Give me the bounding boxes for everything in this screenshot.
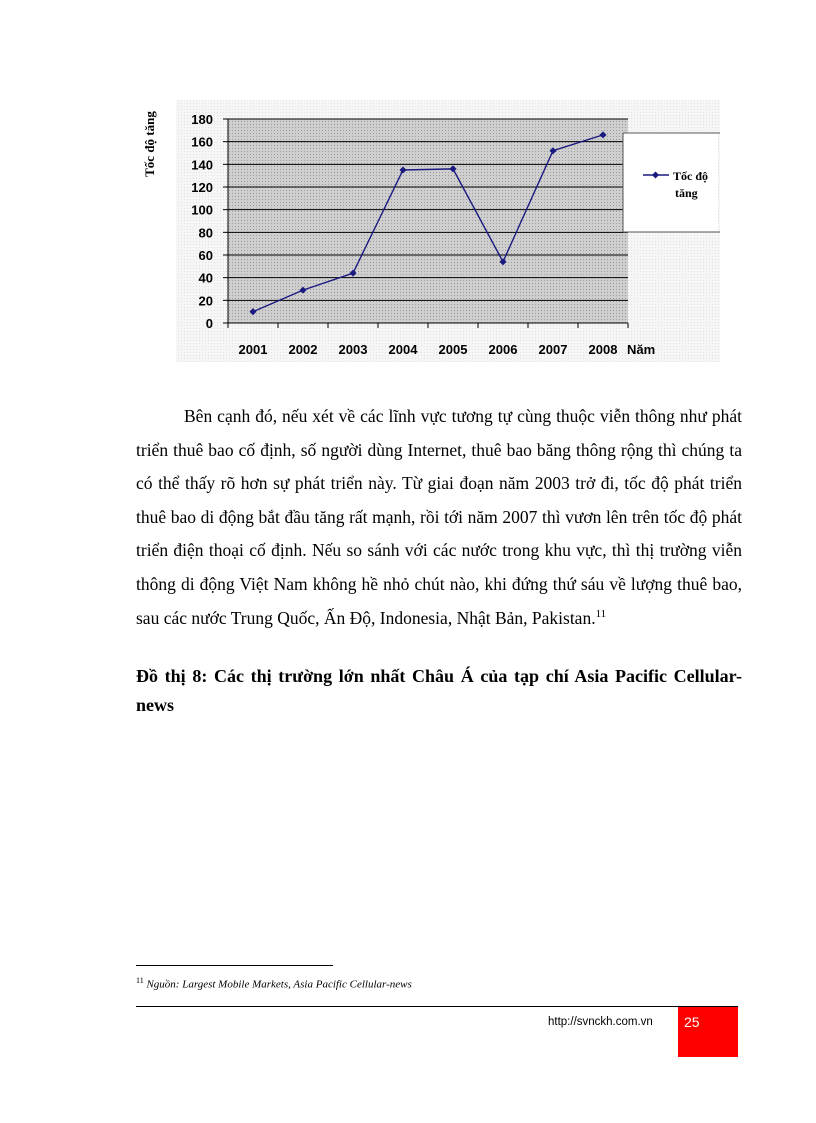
y-tick-label: 140	[191, 157, 213, 173]
x-tick-label: 2004	[388, 342, 418, 357]
footnote-text: Nguồn: Largest Mobile Markets, Asia Pacific Cellular-news	[143, 978, 412, 991]
y-tick-label: 40	[198, 270, 213, 286]
footnote	[136, 976, 412, 991]
page-number-box	[678, 1007, 738, 1057]
legend-label-line2: tăng	[675, 186, 698, 200]
page-number: 25	[684, 1014, 700, 1030]
y-tick-label: 0	[205, 316, 213, 331]
y-tick-label: 60	[198, 248, 213, 263]
growth-rate-chart	[136, 100, 720, 362]
x-axis-title: Năm	[627, 342, 656, 357]
footer-separator	[136, 1006, 738, 1007]
footnote-reference[interactable]: 11	[595, 607, 607, 620]
y-tick-label: 100	[191, 202, 213, 218]
footnote-number: 11	[136, 976, 144, 985]
y-tick-label: 80	[198, 225, 213, 241]
x-tick-label: 2008	[588, 342, 618, 357]
x-tick-label: 2002	[288, 342, 318, 357]
footer-url[interactable]: http://svnckh.com.vn	[548, 1016, 653, 1028]
footnote-separator	[136, 965, 333, 966]
legend-label-line1: Tốc độ	[673, 169, 709, 183]
y-tick-label: 160	[191, 134, 213, 150]
x-tick-label: 2001	[238, 342, 268, 357]
x-tick-label: 2007	[538, 342, 568, 357]
paragraph-text: Bên cạnh đó, nếu xét về các lĩnh vực tương tự cùng thuộc viễn thông như phát triển thuê bao cố định, số người dùng Internet, thuê bao băng thông rộng thì chúng ta có thể thấy rõ hơn sự phát triển này. Từ giai đoạn năm 2003 trở đi, tốc độ phát triển thuê bao di động bắt đầu tăng rất mạnh, rồi tới năm 2007 thì vươn lên trên tốc độ phát triển điện thoại cố định. Nếu so sánh với các nước trong khu vực, thì thị trường viễn thông di động Việt Nam không hề nhỏ chút nào, khi đứng thứ sáu về lượng thuê bao, sau các nước Trung Quốc, Ấn Độ, Indonesia, Nhật Bản, Pakistan.	[136, 406, 742, 628]
y-tick-label: 20	[198, 293, 213, 309]
figure-heading: Đồ thị 8: Các thị trường lớn nhất Châu Á của tạp chí Asia Pacific Cellular-news	[136, 666, 742, 715]
x-tick-label: 2005	[438, 342, 468, 357]
y-tick-label: 120	[191, 180, 213, 195]
plot-area	[228, 119, 628, 323]
y-axis-title: Tốc độ tăng	[142, 111, 157, 177]
body-paragraph	[136, 400, 742, 635]
x-tick-label: 2006	[488, 342, 518, 357]
legend	[623, 133, 720, 232]
x-tick-label: 2003	[338, 342, 368, 357]
y-tick-label: 180	[191, 112, 213, 127]
